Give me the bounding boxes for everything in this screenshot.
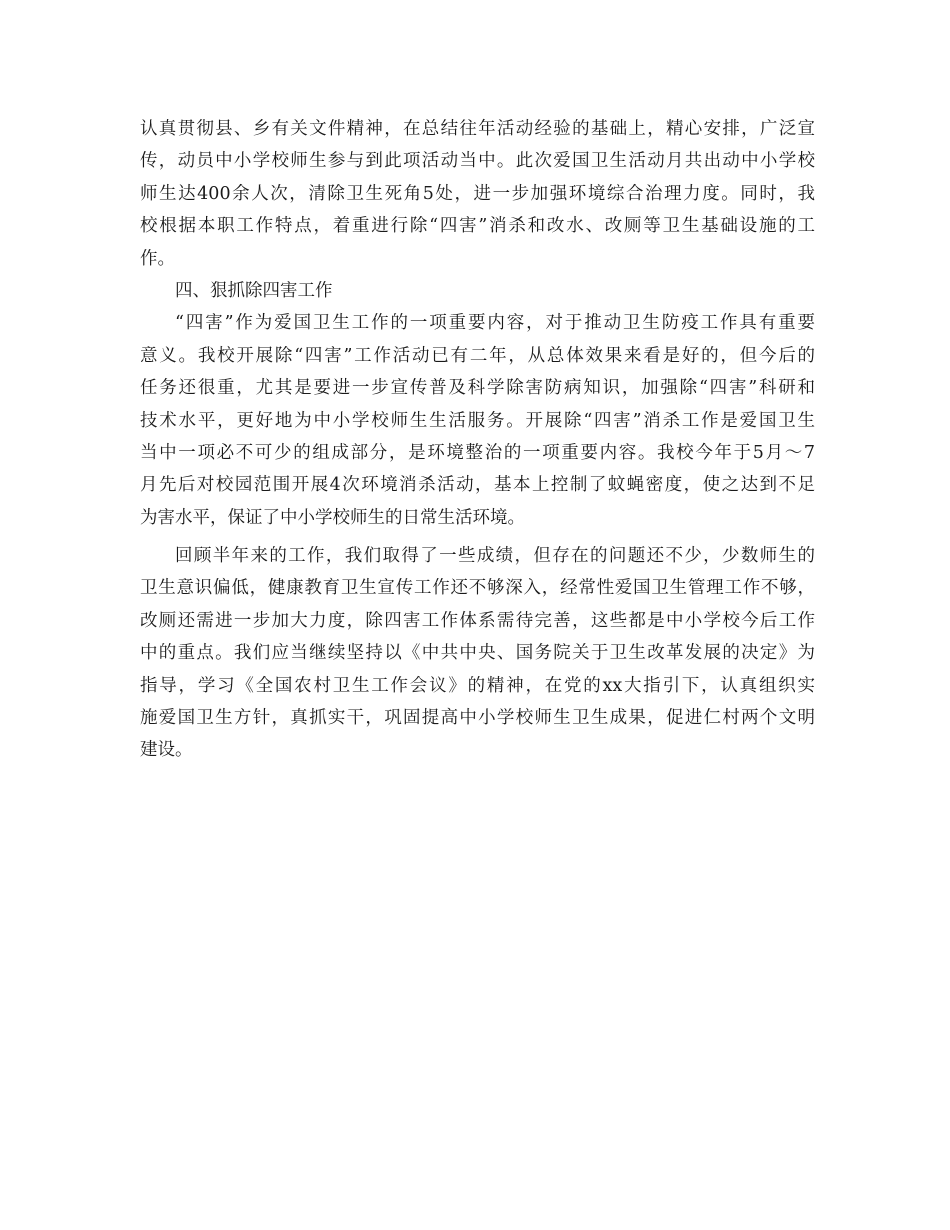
text-line: 传，动员中小学校师生参与到此项活动当中。此次爱国卫生活动月共出动中小学校 [140, 151, 815, 172]
section-heading-text: 四、狠抓除四害工作 [175, 280, 333, 301]
text-line: 当中一项必不可少的组成部分，是环境整治的一项重要内容。我校今年于5月～7 [140, 442, 815, 463]
text-line: 施爱国卫生方针，真抓实干，巩固提高中小学校师生卫生成果，促进仁村两个文明 [140, 708, 815, 729]
text-line: 校根据本职工作特点，着重进行除“四害”消杀和改水、改厕等卫生基础设施的工 [140, 216, 815, 237]
text-line: 技术水平，更好地为中小学校师生生活服务。开展除“四害”消杀工作是爱国卫生 [140, 410, 815, 431]
text-line: 意义。我校开展除“四害”工作活动已有二年，从总体效果来看是好的，但今后的 [140, 345, 815, 366]
text-line: 作。 [140, 248, 175, 269]
text-line: 月先后对校园范围开展4次环境消杀活动，基本上控制了蚊蝇密度，使之达到不足 [140, 475, 815, 496]
document-body [140, 113, 815, 767]
text-line: 回顾半年来的工作，我们取得了一些成绩，但存在的问题还不少，少数师生的 [175, 546, 815, 567]
text-line: 为害水平，保证了中小学校师生的日常生活环境。 [140, 507, 525, 528]
text-line: 改厕还需进一步加大力度，除四害工作体系需待完善，这些都是中小学校今后工作 [140, 610, 815, 631]
text-line: “四害”作为爱国卫生工作的一项重要内容，对于推动卫生防疫工作具有重要 [175, 313, 815, 334]
paragraph-activity-summary [140, 113, 815, 275]
text-line: 卫生意识偏低，健康教育卫生宣传工作还不够深入，经常性爱国卫生管理工作不够， [140, 578, 815, 599]
text-line: 中的重点。我们应当继续坚持以《中共中央、国务院关于卫生改革发展的决定》为 [140, 643, 815, 664]
text-line: 任务还很重，尤其是要进一步宣传普及科学除害防病知识，加强除“四害”科研和 [140, 378, 815, 399]
text-line: 认真贯彻县、乡有关文件精神，在总结往年活动经验的基础上，精心安排，广泛宣 [140, 119, 815, 139]
text-line: 指导，学习《全国农村卫生工作会议》的精神，在党的xx大指引下，认真组织实 [140, 675, 815, 696]
text-line: 师生达400余人次，清除卫生死角5处，进一步加强环境综合治理力度。同时，我 [140, 183, 815, 204]
paragraph-four-pests [140, 307, 815, 534]
paragraph-review [140, 540, 815, 767]
section-heading [140, 275, 815, 307]
text-line: 建设。 [140, 740, 193, 761]
